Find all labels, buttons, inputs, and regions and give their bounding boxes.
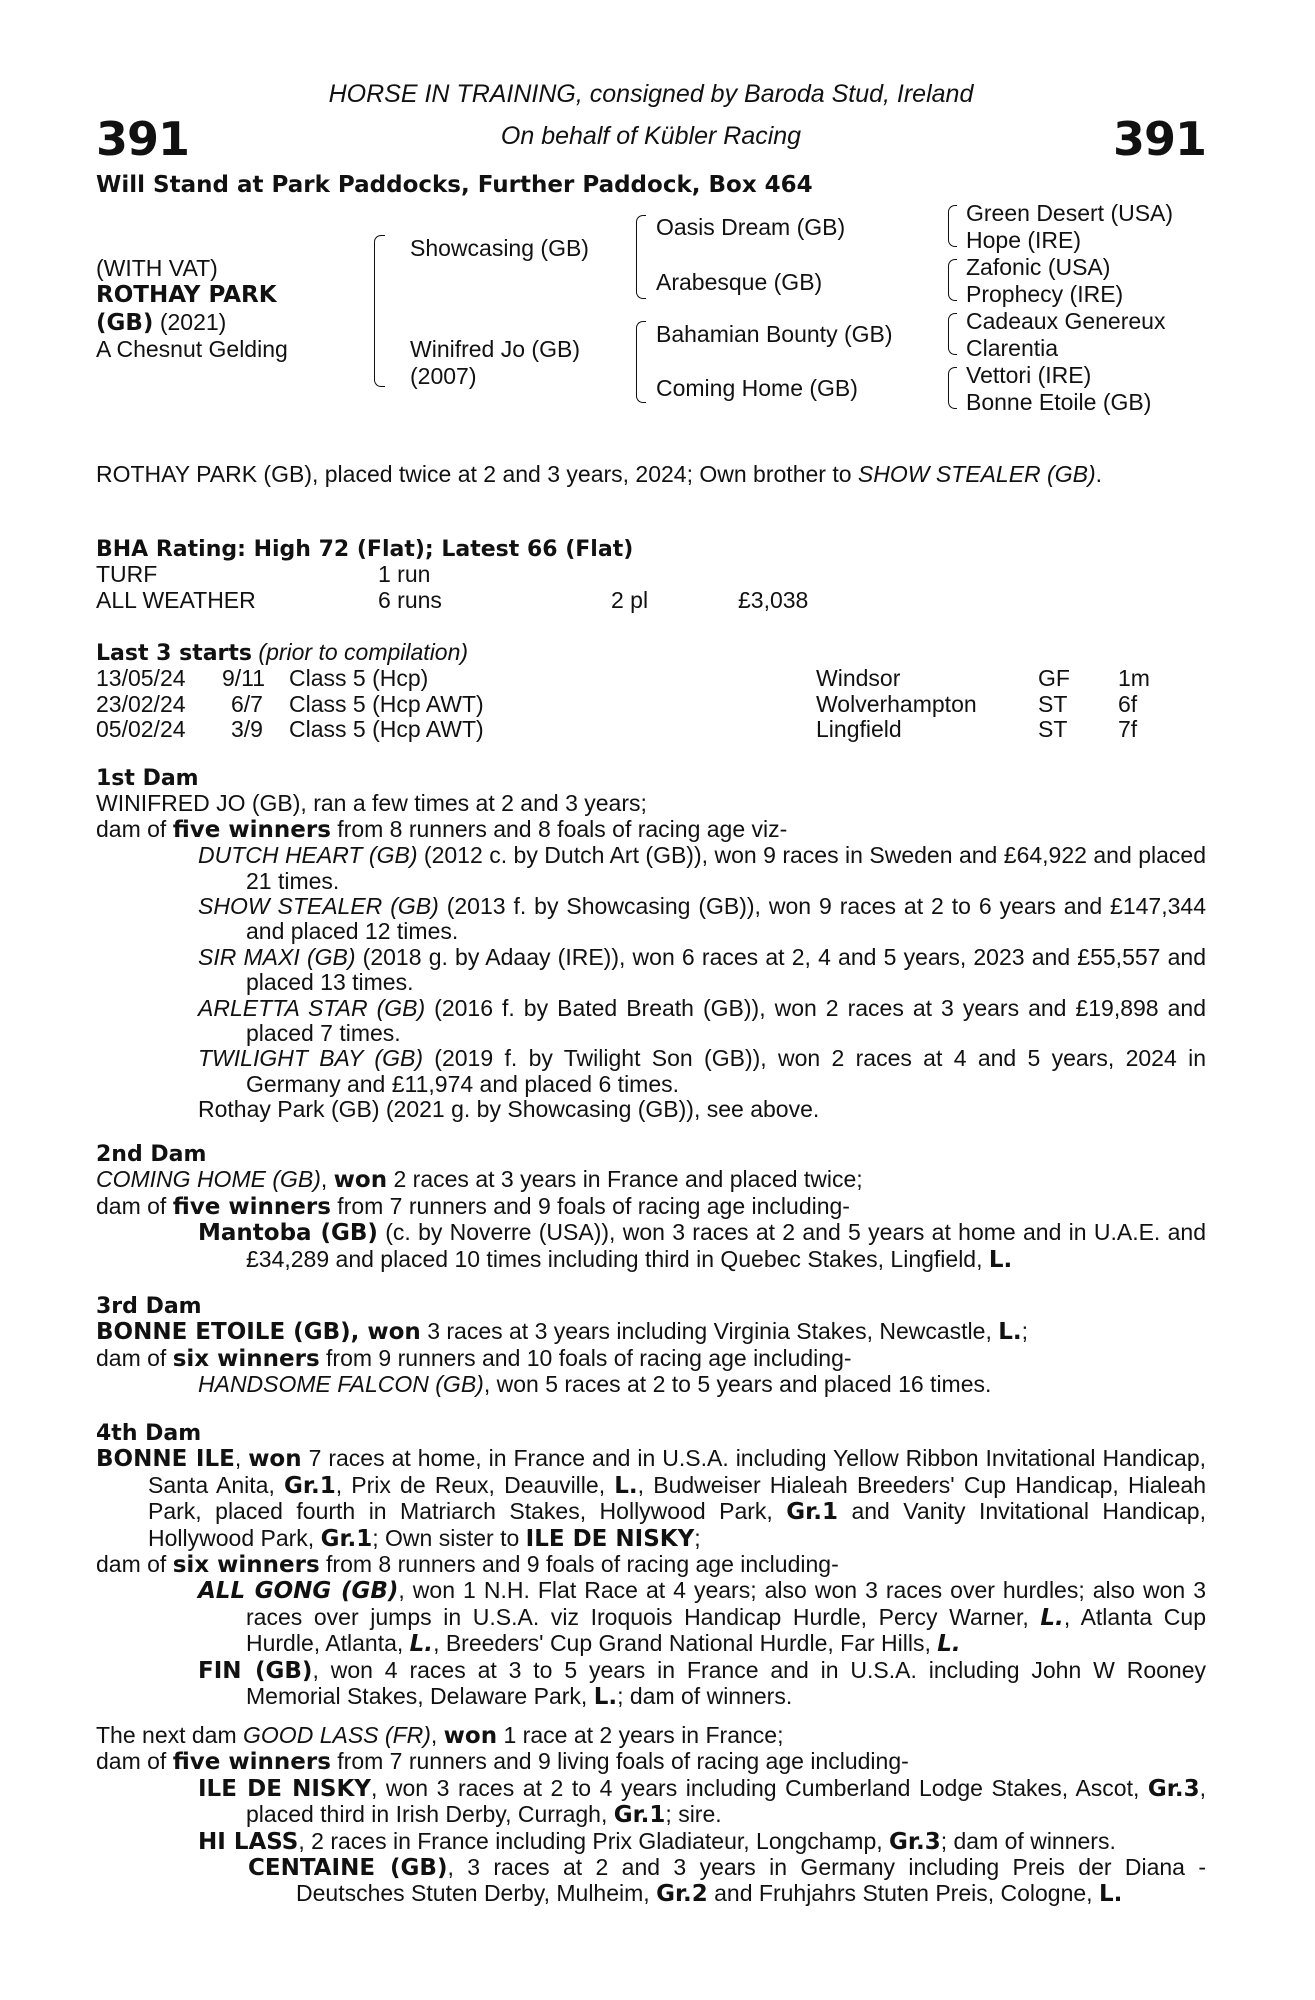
rating-runs: 1 run: [378, 561, 431, 588]
start-class: Class 5 (Hcp AWT): [289, 716, 484, 743]
third-dam-title: 3rd Dam: [96, 1294, 202, 1319]
winners-count: six winners: [172, 1552, 320, 1579]
last-starts-note: (prior to compilation): [258, 639, 469, 665]
text-fragment: ; sire.: [665, 1801, 722, 1828]
text-fragment: , won 1 N.H. Flat Race at 4 years; also won 3 races over hurdles; also won 3 races over jumps in U.S.A. viz Iroquois Handicap Hurdle, Percy Warner,: [246, 1577, 1206, 1630]
produce-name: FIN (GB): [198, 1657, 313, 1684]
text-fragment: and Fruhjahrs Stuten Preis, Cologne,: [707, 1880, 1099, 1907]
text-fragment: from 7 runners and 9 living foals of racing age including-: [330, 1748, 909, 1775]
gen3-name: Prophecy (IRE): [966, 281, 1124, 307]
start-class: Class 5 (Hcp AWT): [289, 690, 484, 717]
gen3-name: Bonne Etoile (GB): [966, 389, 1152, 415]
stand-location: Will Stand at Park Paddocks, Further Paddock, Box 464: [96, 172, 813, 198]
horse-country-year: [96, 309, 226, 337]
start-row: [96, 666, 1206, 691]
text-fragment: , won 3 races at 2 to 4 years including Cumberland Lodge Stakes, Ascot,: [370, 1774, 1148, 1801]
horse-country: (GB): [96, 310, 154, 336]
start-distance: 1m: [1118, 665, 1150, 692]
third-dam-produce-summary: [96, 1346, 1206, 1372]
produce-name: ARLETTA STAR (GB): [198, 994, 426, 1021]
produce-entry: [96, 1372, 1206, 1397]
gen3-name: Cadeaux Genereux: [966, 308, 1166, 334]
produce-entry: [96, 1578, 1206, 1657]
produce-entry: [96, 843, 1206, 894]
pedigree-brace-sire: [636, 215, 646, 299]
text-fragment: , Budweiser Hialeah Breeders' Cup Handicap, Hialeah Park, placed fourth in Matriarch Stakes, Hollywood Park,: [148, 1471, 1206, 1525]
horse-summary: [96, 462, 1254, 487]
sire-name: Showcasing (GB): [410, 235, 589, 261]
last-starts-heading: [96, 640, 1206, 666]
won-label: won: [367, 1319, 421, 1346]
race-grade: Gr.2: [656, 1881, 708, 1908]
rating-runs: 6 runs: [378, 586, 442, 613]
text-fragment: , placed third in Irish Derby, Curragh,: [246, 1774, 1206, 1828]
rating-row: [96, 588, 1206, 613]
fourth-dam-produce-summary: [96, 1552, 1206, 1578]
race-grade: L.: [1098, 1881, 1123, 1908]
text-fragment: and Vanity Invitational Handicap, Hollywood Park,: [148, 1498, 1206, 1551]
third-dam-line: BONNE ETOILE (GB), won 3 races at 3 years including Virginia Stakes, Newcastle, L.;: [96, 1318, 1029, 1346]
gen3-name: Hope (IRE): [966, 227, 1082, 253]
produce-text: (2013 f. by Showcasing (GB)), won 9 races at 2 to 6 years and £147,344 and placed 12 times.: [246, 893, 1206, 945]
start-going: ST: [1038, 690, 1068, 717]
text-fragment: dam of: [96, 815, 173, 842]
start-position: 3/9: [231, 716, 263, 743]
text-fragment: ; Own sister to: [372, 1524, 526, 1551]
produce-name: Mantoba (GB): [198, 1220, 378, 1247]
winners-count: five winners: [172, 1749, 331, 1776]
text-fragment: ; dam of winners.: [617, 1683, 793, 1710]
pedigree-brace-g3a: [948, 205, 957, 247]
produce-text: (2018 g. by Adaay (IRE)), won 6 races at 2, 4 and 5 years, 2023 and £55,557 and placed 13 times.: [246, 943, 1206, 996]
race-grade: L.: [614, 1472, 638, 1499]
won-label: won: [248, 1446, 302, 1473]
race-grade: L.: [988, 1246, 1013, 1273]
won-label: won: [443, 1723, 498, 1749]
text-fragment: ;: [1021, 1318, 1029, 1345]
fourth-dam-title: 4th Dam: [96, 1421, 202, 1446]
produce-name: HANDSOME FALCON (GB): [198, 1371, 484, 1398]
produce-name: ILE DE NISKY: [198, 1775, 371, 1802]
produce-entry: [96, 894, 1206, 945]
text-fragment: dam of: [96, 1344, 173, 1371]
produce-text: (2019 f. by Twilight Son (GB)), won 2 races at 4 and 5 years, 2024 in Germany and £11,974 and placed 6 times.: [246, 1045, 1206, 1097]
produce-text: , won 5 races at 2 to 5 years and placed 16 times.: [483, 1371, 992, 1398]
next-dam-produce-summary: [96, 1749, 1206, 1775]
catalogue-page: [96, 0, 1206, 2000]
pedigree-brace-g3d: [948, 367, 957, 409]
start-row: [96, 717, 1206, 742]
horse-name: ROTHAY PARK: [96, 282, 277, 308]
rating-surface: ALL WEATHER: [96, 586, 256, 613]
dam-name: Winifred Jo (GB): [410, 336, 580, 362]
dam-dam-name: Coming Home (GB): [656, 375, 858, 401]
rating-row: [96, 562, 1206, 587]
horse-year: (2021): [159, 309, 227, 335]
text-fragment: ;: [694, 1524, 701, 1551]
pedigree-brace-main: [374, 235, 385, 387]
pedigree-brace-g3c: [948, 313, 957, 355]
produce-name: TWILIGHT BAY (GB): [198, 1045, 423, 1072]
sire-dam-name: Arabesque (GB): [656, 269, 823, 295]
pedigree-table: [96, 200, 1206, 425]
produce-name: HI LASS: [198, 1828, 299, 1855]
first-dam-produce-summary: [96, 817, 1206, 843]
produce-name: CENTAINE (GB): [248, 1855, 448, 1882]
produce-entry: [96, 1855, 1206, 1908]
last-starts-title: Last 3 starts: [96, 641, 253, 666]
start-course: Windsor: [816, 665, 901, 692]
start-row: [96, 692, 1206, 717]
race-grade: Gr.1: [320, 1525, 373, 1552]
produce-name: SIR MAXI (GB): [198, 943, 356, 970]
rating-placed: 2 pl: [611, 586, 649, 613]
dam-sire-name: Bahamian Bounty (GB): [656, 321, 893, 347]
on-behalf-line: On behalf of Kübler Racing: [500, 122, 802, 150]
produce-text: (2012 c. by Dutch Art (GB)), won 9 races in Sweden and £64,922 and placed 21 times.: [246, 842, 1206, 894]
race-grade: Gr.3: [889, 1828, 941, 1855]
produce-entry: [96, 1658, 1206, 1711]
gen3-name: Green Desert (USA): [966, 200, 1174, 226]
fourth-dam-section: [96, 1421, 1206, 1710]
start-date: 23/02/24: [96, 690, 186, 717]
second-dam-produce-summary: [96, 1194, 1206, 1220]
race-grade: L.: [593, 1684, 618, 1711]
second-dam-section: [96, 1142, 1206, 1273]
winners-count: five winners: [172, 816, 331, 843]
lot-number-left: 391: [96, 112, 190, 166]
start-position: 6/7: [231, 690, 263, 717]
text-fragment: , won 4 races at 3 to 5 years in France and in U.S.A. including John W Rooney Memorial Stakes, Delaware Park,: [246, 1656, 1206, 1710]
text-fragment: from 7 runners and 9 foals of racing age including-: [330, 1192, 850, 1219]
start-going: ST: [1038, 716, 1068, 743]
gen3-name: Clarentia: [966, 335, 1059, 361]
text-fragment: , 2 races in France including Prix Gladiateur, Longchamp,: [298, 1827, 890, 1854]
pedigree-brace-dam: [636, 321, 646, 403]
rating-title: BHA Rating: High 72 (Flat); Latest 66 (Flat): [96, 537, 634, 562]
produce-entry: [96, 945, 1206, 996]
start-course: Lingfield: [816, 716, 902, 743]
first-dam-line: WINIFRED JO (GB), ran a few times at 2 and 3 years;: [96, 790, 647, 817]
rating-section: [96, 537, 1206, 613]
text-fragment: The next dam: [96, 1722, 244, 1748]
last-starts-section: [96, 640, 1206, 743]
dam-name: BONNE ETOILE (GB): [96, 1319, 351, 1346]
text-fragment: 7 races at home, in France and in U.S.A. including Yellow Ribbon Invitational Handicap, Santa Anita,: [148, 1445, 1207, 1498]
text-fragment: ,: [430, 1722, 444, 1748]
start-date: 05/02/24: [96, 716, 186, 743]
summary-sibling: SHOW STEALER (GB): [857, 461, 1096, 487]
next-dam-line: [96, 1723, 1206, 1749]
text-fragment: 2 races at 3 years in France and placed twice;: [387, 1166, 863, 1193]
produce-name: SHOW STEALER (GB): [198, 893, 439, 920]
produce-name: DUTCH HEART (GB): [198, 842, 418, 869]
winners-count: six winners: [172, 1345, 320, 1372]
text-fragment: , Breeders' Cup Grand National Hurdle, Far Hills,: [433, 1630, 938, 1657]
start-distance: 6f: [1118, 690, 1138, 717]
text-fragment: dam of: [96, 1551, 173, 1578]
race-grade: Gr.1: [284, 1472, 336, 1499]
race-grade: Gr.1: [786, 1499, 838, 1526]
horse-description: A Chesnut Gelding: [96, 336, 288, 362]
text-fragment: from 8 runners and 8 foals of racing age viz-: [330, 815, 788, 842]
won-label: won: [333, 1167, 388, 1194]
summary-text: ROTHAY PARK (GB), placed twice at 2 and 3 years, 2024; Own brother to: [96, 461, 858, 487]
text-fragment: from 8 runners and 9 foals of racing age including-: [319, 1551, 839, 1578]
winners-count: five winners: [172, 1193, 331, 1220]
next-dam-section: [96, 1723, 1206, 1908]
start-position: 9/11: [222, 665, 266, 692]
text-fragment: 3 races at 3 years including Virginia Stakes, Newcastle,: [420, 1318, 999, 1345]
text-fragment: dam of: [96, 1192, 173, 1219]
first-dam-title: 1st Dam: [96, 766, 199, 791]
race-grade: L.: [937, 1631, 961, 1658]
text-fragment: ; dam of winners.: [940, 1827, 1116, 1854]
produce-entry: [96, 1046, 1206, 1097]
pedigree-brace-g3b: [948, 259, 957, 301]
first-dam-section: [96, 766, 1206, 1123]
text-fragment: , Atlanta Cup Hurdle, Atlanta,: [246, 1603, 1207, 1657]
gen3-name: Zafonic (USA): [966, 254, 1111, 280]
sire-sire-name: Oasis Dream (GB): [656, 214, 846, 240]
fourth-dam-record: BONNE ILE, won 7 races at home, in France and in U.S.A. including Yellow Ribbon Invitational Handicap, Santa Anita, Gr.1, Prix de Reux, Deauville, L., Budweiser Hialeah Breeders' Cup Handicap, Hialeah Park, placed fourth in Matriarch Stakes, Hollywood Park, Gr.1 and Vanity Invitational Handicap, Hollywood Park, Gr.1; Own sister to ILE DE NISKY;: [96, 1445, 1207, 1552]
vat-label: (WITH VAT): [96, 255, 218, 281]
rating-surface: TURF: [96, 561, 158, 588]
sibling-name: ILE DE NISKY: [525, 1525, 695, 1552]
start-going: GF: [1038, 665, 1070, 692]
summary-end: .: [1095, 461, 1102, 487]
start-distance: 7f: [1118, 716, 1138, 743]
produce-entry: [96, 1829, 1206, 1855]
dam-name: COMING HOME (GB): [96, 1166, 321, 1193]
consignor-line: HORSE IN TRAINING, consigned by Baroda Stud, Ireland: [328, 80, 974, 108]
produce-entry: [96, 1776, 1206, 1829]
start-class: Class 5 (Hcp): [289, 665, 429, 692]
start-date: 13/05/24: [96, 665, 186, 692]
dam-year: (2007): [410, 363, 477, 389]
text-fragment: from 9 runners and 10 foals of racing age including-: [319, 1344, 852, 1371]
race-grade: Gr.3: [1147, 1775, 1200, 1802]
race-grade: L.: [1040, 1604, 1064, 1631]
text-fragment: , Prix de Reux, Deauville,: [335, 1471, 615, 1498]
produce-entry: [96, 996, 1206, 1047]
race-grade: Gr.1: [613, 1802, 666, 1829]
race-grade: L.: [998, 1319, 1022, 1346]
rating-prize: £3,038: [738, 586, 809, 613]
produce-name: ALL GONG (GB): [198, 1578, 399, 1605]
produce-text: (2016 f. by Bated Breath (GB)), won 2 races at 3 years and £19,898 and placed 7 times.: [246, 994, 1206, 1047]
start-course: Wolverhampton: [816, 690, 977, 717]
text-fragment: , 3 races at 2 and 3 years in Germany including Preis der Diana - Deutsches Stuten Derby, Mulheim,: [296, 1854, 1206, 1907]
produce-entry: [96, 1220, 1206, 1273]
text-fragment: 1 race at 2 years in France;: [497, 1722, 784, 1748]
dam-name: GOOD LASS (FR): [243, 1722, 431, 1748]
produce-text: (c. by Noverre (USA)), won 3 races at 2 and 5 years at home and in U.A.E. and £34,289 and placed 10 times including third in Quebec Stakes, Lingfield,: [246, 1219, 1206, 1272]
second-dam-title: 2nd Dam: [96, 1142, 207, 1167]
produce-entry: Rothay Park (GB) (2021 g. by Showcasing (GB)), see above.: [198, 1096, 820, 1123]
second-dam-line: COMING HOME (GB), won 2 races at 3 years in France and placed twice;: [96, 1166, 863, 1194]
gen3-name: Vettori (IRE): [966, 362, 1092, 388]
race-grade: L.: [409, 1631, 434, 1658]
third-dam-section: [96, 1294, 1206, 1398]
lot-number-right: 391: [1112, 112, 1206, 166]
text-fragment: dam of: [96, 1748, 173, 1775]
dam-name: BONNE ILE: [96, 1446, 235, 1473]
